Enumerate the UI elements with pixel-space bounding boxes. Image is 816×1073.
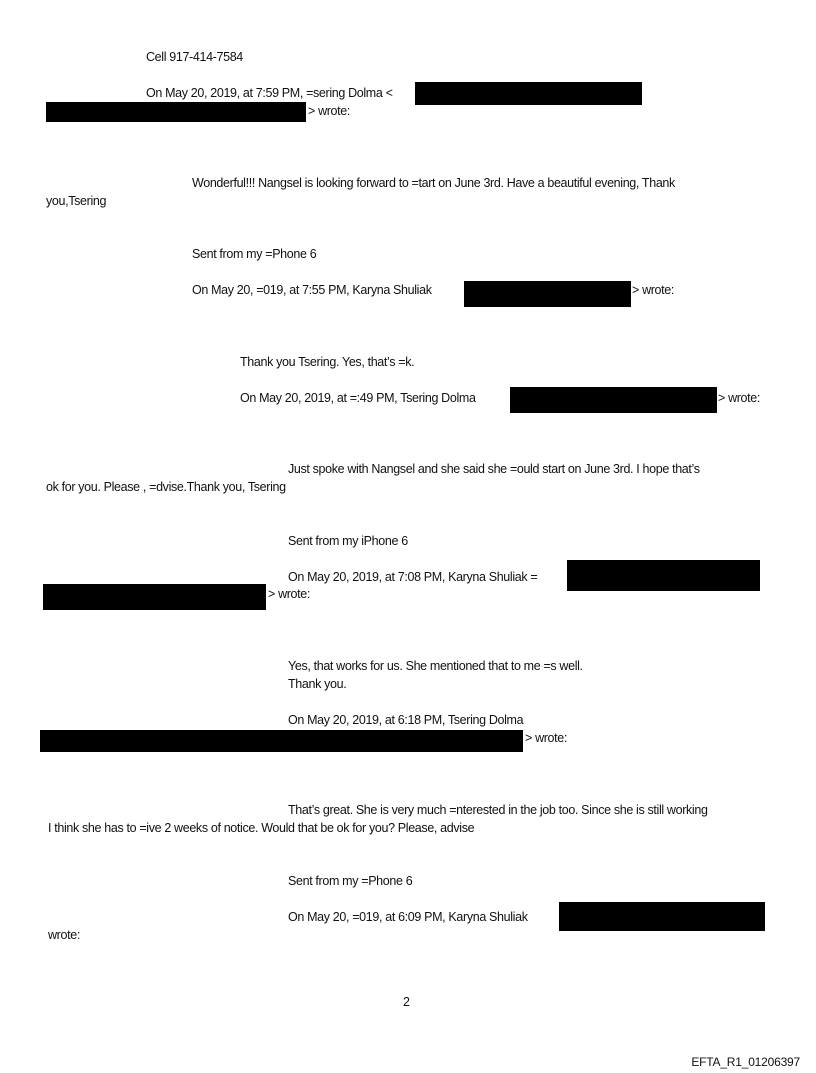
wrote-label: wrote: [48, 928, 80, 942]
message-text: Thank you Tsering. Yes, that’s =k. [240, 355, 415, 369]
signature: Sent from my iPhone 6 [288, 534, 408, 548]
wrote-label: > wrote: [525, 731, 568, 745]
wrote-label: > wrote: [308, 104, 351, 118]
redaction-box [567, 560, 760, 591]
signature: Sent from my =Phone 6 [192, 247, 317, 261]
email-header: On May 20, =019, at 6:09 PM, Karyna Shuliak [288, 910, 528, 924]
email-header: On May 20, 2019, at 6:18 PM, Tsering Dolma [288, 713, 524, 727]
message-text: Thank you. [288, 677, 347, 691]
redaction-box [464, 281, 631, 307]
document-id: EFTA_R1_01206397 [691, 1055, 800, 1069]
redaction-box [510, 387, 717, 413]
message-text: you,Tsering [46, 194, 107, 208]
message-text: ok for you. Please , =dvise.Thank you, Tsering [46, 480, 286, 494]
wrote-label: > wrote: [268, 587, 311, 601]
message-text: Yes, that works for us. She mentioned that to me =s well. [288, 659, 583, 673]
cell-phone-line: Cell 917-414-7584 [146, 50, 243, 64]
email-header: On May 20, 2019, at 7:59 PM, =sering Dolma < [146, 86, 393, 100]
message-text: Just spoke with Nangsel and she said she =ould start on June 3rd. I hope that’s [288, 462, 700, 476]
signature: Sent from my =Phone 6 [288, 874, 413, 888]
wrote-label: > wrote: [632, 283, 675, 297]
redaction-box [40, 730, 523, 752]
redaction-box [415, 82, 642, 105]
wrote-label: > wrote: [718, 391, 761, 405]
redaction-box [46, 102, 306, 122]
email-header: On May 20, 2019, at 7:08 PM, Karyna Shuliak = [288, 570, 538, 584]
message-text: I think she has to =ive 2 weeks of notice. Would that be ok for you? Please, advise [48, 821, 475, 835]
redaction-box [559, 902, 765, 931]
email-header: On May 20, =019, at 7:55 PM, Karyna Shuliak [192, 283, 432, 297]
redaction-box [43, 584, 266, 610]
page-number: 2 [403, 995, 410, 1009]
email-header: On May 20, 2019, at =:49 PM, Tsering Dolma [240, 391, 476, 405]
message-text: Wonderful!!! Nangsel is looking forward to =tart on June 3rd. Have a beautiful evening, Thank [192, 176, 675, 190]
message-text: That’s great. She is very much =nterested in the job too. Since she is still working [288, 803, 708, 817]
